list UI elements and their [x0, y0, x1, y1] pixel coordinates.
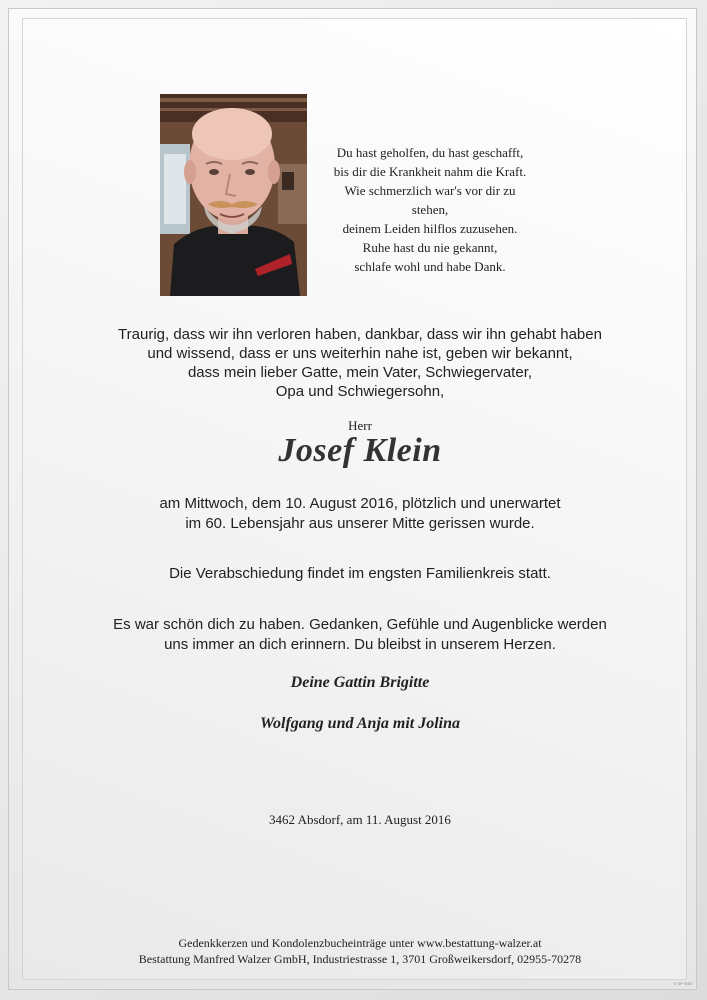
- memory-text: [60, 615, 660, 655]
- intro-line: Traurig, dass wir ihn verloren haben, dankbar, dass wir ihn gehabt haben: [118, 326, 602, 343]
- poem-line: Wie schmerzlich war's vor dir zu stehen,: [344, 183, 516, 217]
- deceased-name: Josef Klein: [278, 432, 442, 469]
- poem: [330, 143, 530, 276]
- poem-line: Du hast geholfen, du hast geschafft,: [336, 145, 524, 160]
- death-line: am Mittwoch, dem 10. August 2016, plötzlich und unerwartet: [159, 495, 561, 512]
- announcement-intro: [60, 325, 660, 401]
- footer-funeral-home-line: Bestattung Manfred Walzer GmbH, Industriestrasse 1, 3701 Großweikersdorf, 02955-70278: [138, 952, 582, 966]
- poem-line: Ruhe hast du nie gekannt,: [362, 240, 498, 255]
- place-date: 3462 Absdorf, am 11. August 2016: [269, 812, 451, 827]
- poem-line: bis dir die Krankheit nahm die Kraft.: [333, 164, 527, 179]
- portrait-photo: [160, 94, 307, 296]
- signature-spouse: Deine Gattin Brigitte: [290, 674, 430, 691]
- document-code: © SP 9087: [673, 981, 693, 986]
- death-line: im 60. Lebensjahr aus unserer Mitte gerissen wurde.: [185, 515, 535, 532]
- poem-line: schlafe wohl und habe Dank.: [354, 259, 506, 274]
- honorific: Herr: [348, 418, 372, 433]
- death-notice: [60, 494, 660, 534]
- signature-family: Wolfgang und Anja mit Jolina: [259, 715, 461, 732]
- footer: [60, 935, 660, 967]
- memory-line: Es war schön dich zu haben. Gedanken, Gefühle und Augenblicke werden: [113, 616, 607, 633]
- intro-line: Opa und Schwiegersohn,: [275, 383, 445, 400]
- footer-condolence-line: Gedenkkerzen und Kondolenzbucheinträge unter www.bestattung-walzer.at: [178, 936, 542, 950]
- farewell-notice: Die Verabschiedung findet im engsten Familienkreis statt.: [169, 565, 551, 582]
- poem-line: deinem Leiden hilflos zuzusehen.: [342, 221, 518, 236]
- intro-line: dass mein lieber Gatte, mein Vater, Schwiegervater,: [187, 364, 533, 381]
- intro-line: und wissend, dass er uns weiterhin nahe ist, geben wir bekannt,: [147, 345, 573, 362]
- memory-line: uns immer an dich erinnern. Du bleibst in unserem Herzen.: [164, 636, 556, 653]
